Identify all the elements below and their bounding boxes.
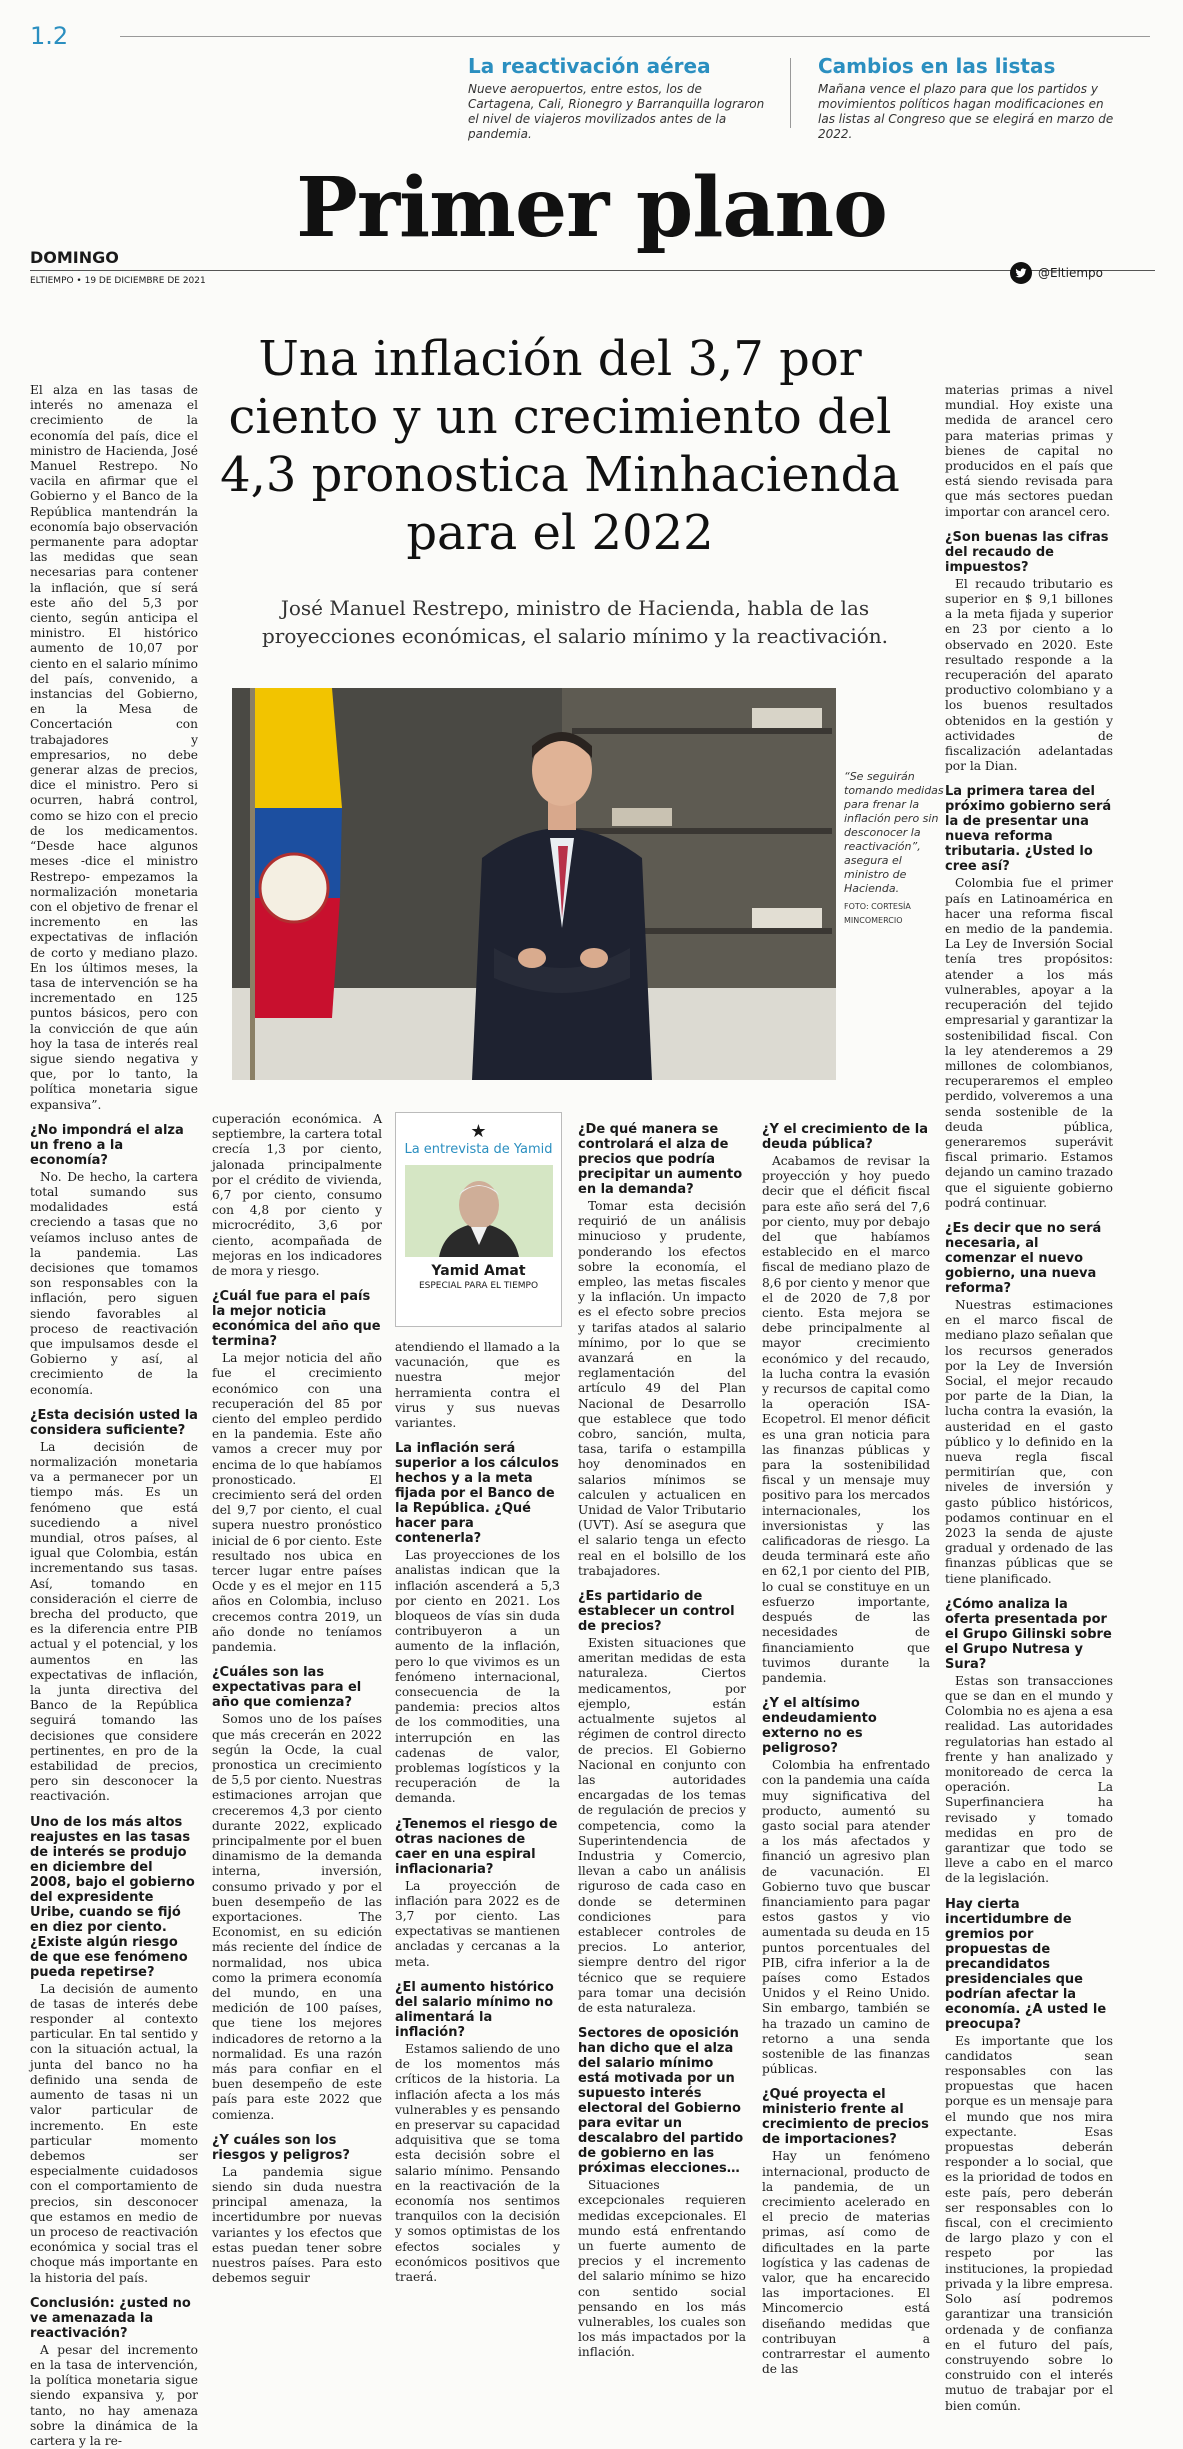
article-paragraph: El recaudo tributario es superior en $ 9,1 billones a la meta fijada y superior en 23 por ciento a lo observado en 2020. Este resultado responde a la recuperación del aparato productivo colombiano y a los buenos resultados obtenidos en la gestión y actividades de fiscalización adelantadas por la Dian. [945,576,1113,774]
interview-question: ¿Es decir que no será necesaria, al comenzar el nuevo gobierno, una nueva reforma? [945,1220,1102,1296]
photo-caption [844,770,944,928]
twitter-handle-text: @Eltiempo [1038,266,1103,280]
teaser-title: La reactivación aérea [468,54,711,78]
article-paragraph: Estas son transacciones que se dan en el mundo y Colombia no es ajena a esa realidad. Las autoridades regulatorias han estado al frente y han analizado y monitoreado de cerca la operación. La Superfinanciera ha revisado y tomado medidas en pro de garantizar que todo se lleve a cabo en el marco de la legislación. [945,1673,1113,1886]
teaser-text: Mañana vence el plazo para que los partidos y movimientos políticos hagan modificaciones en las listas al Congreso que se elegirá en marzo de 2022. [818,82,1114,141]
page-number: 1.2 [30,22,69,50]
interview-question: ¿Y cuáles son los riesgos y peligros? [212,2132,350,2163]
interview-question: ¿Cómo analiza la oferta presentada por el Grupo Gilinski sobre el Grupo Nutresa y Sura? [945,1596,1112,1672]
article-paragraph: atendiendo el llamado a la vacunación, que es nuestra mejor herramienta contra el virus y sus nuevas variantes. [395,1340,560,1431]
article-paragraph: El alza en las tasas de interés no amenaza el crecimiento de la economía del país, dice el ministro de Hacienda, José Manuel Restrepo. No vacila en afirmar que el Gobierno y el Banco de la República mantendrán la economía bajo observación permanente para adoptar las medidas que sean necesarias para contener la inflación, que sí será este año del 5,3 por ciento, según anticipa el ministro. El histórico aumento de 10,07 por ciento en el salario mínimo del país, convenido, a instancias del Gobierno, en la Mesa de Concertación con trabajadores y empresarios, no debe generar alzas de precios, dice el ministro. Pero si ocurren, habrá control, como se hizo con el precio de los medicamentos. “Desde hace algunos meses -dice el ministro Restrepo- empezamos la normalización monetaria con el objetivo de frenar el incremento en las expectativas de inflación de corto y mediano plazo. En los últimos meses, la tasa de intervención se ha incrementado en 125 puntos básicos, pero con la convicción de que aún hoy la tasa de interés real sigue siendo negativa y que, por lo tanto, la política monetaria sigue expansiva”. [30,383,198,1112]
interview-question: ¿Es partidario de establecer un control de precios? [578,1589,735,1635]
teaser-text: Nueve aeropuertos, entre estos, los de Cartagena, Cali, Rionegro y Barranquilla lograron el nivel de viajeros movilizados antes de la pandemia. [468,82,765,141]
article-paragraph: Tomar esta decisión requirió de un análisis minucioso y prudente, ponderando los efectos sobre la economía, el empleo, las metas fiscales y la inflación. Un impacto es el efecto sobre precios y tarifas atados al salario mínimo, por lo que se avanzará en la reglamentación del artículo 49 del Plan Nacional de Desarrollo que establece que todo cobro, sanción, multa, tasa, tarifa o estampilla hoy denominados en salarios mínimos se calculen y actualicen en Unidad de Valor Tributario (UVT). Así se asegura que el salario tenga un efecto real en el bolsillo de los trabajadores. [578,1199,746,1578]
article-paragraph: Las proyecciones de los analistas indican que la inflación ascenderá a 5,3 por ciento en 2021. Los bloqueos de vías sin duda contribuyeron a un aumento de la inflación, pero lo que vivimos es un fenómeno internacional, consecuencia de la pandemia: precios altos de los commodities, una interrupción en las cadenas de valor, problemas logísticos y la recuperación de la demanda. [395,1548,560,1806]
article-paragraph: Colombia fue el primer país en Latinoamérica en hacer una reforma fiscal en medio de la pandemia. La Ley de Inversión Social tenía tres propósitos: atender a los más vulnerables, apoyar a la recuperación del tejido empresarial y garantizar la sostenibilidad fiscal. Con la ley atenderemos a 29 millones de colombianos, recuperaremos el empleo perdido, volveremos a una senda sostenible de la deuda pública, generaremos superávit fiscal primario. Estamos dejando un camino trazado que el siguiente gobierno podrá continuar. [945,876,1114,1210]
article-paragraph: No. De hecho, la cartera total sumando sus modalidades está creciendo a tasas que no veíamos incluso antes de la pandemia. Las decisiones que tomamos son responsables con la inflación, pero siguen siendo favorables al proceso de reactivación que impulsamos desde el Gobierno y así, al crecimiento de la economía. [30,1169,198,1397]
article-paragraph: La decisión de aumento de tasas de interés debe responder al contexto particular. En tal sentido y con la situación actual, la junta del banco no ha definido una senda de aumento de tasas ni un valor particular de incremento. En este particular momento debemos ser especialmente cuidadosos con el comportamiento de precios, sin desconocer que estamos en medio de un proceso de reactivación económica y social tras el choque más importante en la historia del país. [30,1981,198,2285]
article-paragraph: cuperación económica. A septiembre, la cartera total crecía 1,3 por ciento, jalonada principalmente por el crédito de vivienda, 6,7 por ciento, consumo con 4,8 por ciento y microcrédito, 3,6 por ciento, acompañada de mejoras en los indicadores de mora y riesgo. [212,1112,382,1279]
teaser-title: Cambios en las listas [818,54,1056,78]
article-column-2 [212,1112,382,2286]
interview-question: ¿Qué proyecta el ministerio frente al crecimiento de precios de importaciones? [762,2087,929,2148]
top-rule [120,36,1150,37]
author-name: Yamid Amat [431,1263,526,1279]
twitter-icon [1010,262,1032,284]
article-paragraph: Es importante que los candidatos sean responsables con las propuestas que hacen porque es un mensaje para el mundo que nos mira expectante. Esas propuestas deberán responder a lo social, que es la prioridad de todos en este país, pero deberán ser responsables con lo fiscal, con el crecimiento de largo plazo y con el respeto por las instituciones, la propiedad privada y la libre empresa. Solo así podremos garantizar una transición ordenada y de confianza en el futuro del país, construyendo sobre lo construido con el interés mutuo de trabajar por el bien común. [945,2033,1113,2413]
article-column-1 [30,383,198,2449]
interview-question: La primera tarea del próximo gobierno será la de presentar una nueva reforma tributaria. ¿Usted lo cree así? [945,784,1112,875]
article-headline: Una inflación del 3,7 por ciento y un crecimiento del 4,3 pronostica Minhacienda para el 2022 [220,331,900,561]
article-paragraph: Situaciones excepcionales requieren medidas excepcionales. El mundo está enfrentando un fuerte aumento de precios y el incremento del salario mínimo se hizo con sentido social pensando en los más vulnerables, los cuales son los más impactados por la inflación. [578,2178,746,2360]
interview-question: La inflación será superior a los cálculos hechos y a la meta fijada por el Banco de la República. ¿Qué hacer para contenerla? [395,1441,559,1547]
caption-text: “Se seguirán tomando medidas para frenar la inflación pero sin desconocer la reactivación”, asegura el ministro de Hacienda. [844,770,944,895]
article-paragraph: Estamos saliendo de uno de los momentos más críticos de la historia. La inflación afecta a los más vulnerables y es pensando en preservar su capacidad adquisitiva que se toma esta decisión sobre el salario mínimo. Pensando en la reactivación de la economía nos sentimos tranquilos con la decisión y somos optimistas de los efectos sociales y económicos positivos que traerá. [395,2041,560,2284]
interview-question: Conclusión: ¿usted no ve amenazada la reactivación? [30,2295,191,2341]
article-paragraph: Nuestras estimaciones en el marco fiscal de mediano plazo señalan que los recursos generados por la Ley de Inversión Social, el mejor recaudo por parte de la Dian, la lucha contra la evasión, la austeridad en el gasto público y lo definido en la nueva regla fiscal permitirían que, con niveles de inversión y gasto público históricos, podamos continuar en el 2023 la senda de ajuste gradual y ordenado de las finanzas públicas que se tiene planificado. [945,1297,1113,1586]
section-title: Primer plano [296,160,887,256]
teaser-reactivacion[interactable] [468,54,768,142]
article-column-5 [762,1112,930,2377]
interview-question: ¿Tenemos el riesgo de otras naciones de caer en una espiral inflacionaria? [395,1816,558,1877]
minister-photo [232,688,836,1080]
interview-question: Uno de los más altos reajustes en las tasas de interés se produjo en diciembre del 2008, bajo el gobierno del expresidente Uribe, cuando se fijó en diez por ciento. ¿Existe algún riesgo de que ese fenómeno pueda repetirse? [30,1814,195,1980]
article-paragraph: La proyección de inflación para 2022 es de 3,7 por ciento. Las expectativas se mantienen ancladas y cercanas a la meta. [395,1878,560,1969]
article-column-6 [945,383,1113,2414]
byline-box [395,1112,562,1327]
article-paragraph: La pandemia sigue siendo sin duda nuestra principal amenaza, la incertidumbre por nuevas variantes y los efectos que estas puedan tener sobre nuestros países. Para esto debemos seguir [212,2164,382,2286]
article-paragraph: Existen situaciones que ameritan medidas de esta naturaleza. Ciertos medicamentos, por ejemplo, están actualmente sujetos al régimen de control directo de precios. El Gobierno Nacional en conjunto con las autoridades encargadas de los temas de regulación de precios y competencia, como la Superintendencia de Industria y Comercio, llevan a cabo un análisis riguroso de cada caso en donde se determinen condiciones para establecer controles de precios. Lo anterior, siempre dentro del rigor técnico que se requiere para tomar una decisión de esta naturaleza. [578,1636,746,2015]
article-column-3 [395,1340,560,2285]
article-subhead: José Manuel Restrepo, ministro de Hacienda, habla de las proyecciones económicas, el salario mínimo y la reactivación. [261,596,889,648]
interview-question: Sectores de oposición han dicho que el alza del salario mínimo está motivada por un supuesto interés electoral del Gobierno para evitar un descalabro del partido de gobierno en las próximas elecciones… [578,2026,744,2177]
photo-credit: FOTO: CORTESÍA MINCOMERCIO [844,902,911,925]
interview-question: ¿Esta decisión usted la considera suficiente? [30,1407,198,1438]
article-paragraph: La mejor noticia del año fue el crecimiento económico con una recuperación del 85 por ciento del empleo perdido en la pandemia. Este año vamos a crecer muy por encima de lo que habíamos pronosticado. El crecimiento será del orden del 9,7 por ciento, el cual supera nuestro pronóstico inicial de 6 por ciento. Este resultado nos ubica en tercer lugar entre países Ocde y es el mejor en 115 años en Colombia, incluso crecemos contra 2019, un año donde no teníamos pandemia. [212,1351,382,1655]
article-paragraph: A pesar del incremento en la tasa de intervención, la política monetaria sigue siendo expansiva y, por tanto, no hay amenaza sobre la dinámica de la cartera y la re- [30,2342,198,2448]
interview-question: Hay cierta incertidumbre de gremios por propuestas de precandidatos presidenciales que podrían afectar la economía. ¿A usted le preocupa? [945,1896,1107,2032]
dateline: ELTIEMPO • 19 DE DICIEMBRE DE 2021 [30,276,206,286]
interview-question: ¿De qué manera se controlará el alza de precios que podría precipitar un aumento en la demanda? [578,1122,743,1197]
author-role: ESPECIAL PARA EL TIEMPO [418,1281,539,1291]
author-portrait [405,1165,553,1257]
article-paragraph: Hay un fenómeno internacional, producto de la pandemia, de un crecimiento acelerado en el precio de materias primas, así como de dificultades en la parte logística y las cadenas de valor, que ha encarecido las importaciones. El Mincomercio está diseñando medidas que contribuyan a contrarrestar el aumento de las [762,2149,930,2377]
interview-question: ¿Cuál fue para el país la mejor noticia económica del año que termina? [212,1289,381,1350]
article-paragraph: Colombia ha enfrentado con la pandemia una caída muy significativa del producto, aumentó su gasto social para atender a los más afectados y financió un agresivo plan de vacunación. El Gobierno tuvo que buscar financiamiento para pagar estos gastos y vio aumentada su deuda en 15 puntos porcentuales del PIB, cifra inferior a la de países como Estados Unidos y el Reino Unido. Sin embargo, también se ha trazado un camino de retorno a una senda sostenible de las finanzas públicas. [762,1758,930,2077]
interview-question: ¿Y el altísimo endeudamiento externo no es peligroso? [762,1696,877,1757]
article-paragraph: Acabamos de revisar la proyección y hoy puedo decir que el déficit fiscal para este año será del 7,6 por ciento, muy por debajo del que habíamos establecido en el marco fiscal de mediano plazo de 8,6 por ciento y menor que el de 2020 de 7,8 por ciento. Esta mejora se debe principalmente al mayor crecimiento económico y del recaudo, la lucha contra la evasión y recursos de capital como la operación ISA-Ecopetrol. El menor déficit es una gran noticia para las finanzas públicas y para la sostenibilidad fiscal y un mensaje muy positivo para los mercados internacionales, los inversionistas y las calificadoras de riesgo. La deuda terminará este año en 62,1 por ciento del PIB, lo cual se constituye en un esfuerzo importante, después de las necesidades de financiamiento que tuvimos durante la pandemia. [762,1154,930,1685]
article-column-4 [578,1112,746,2361]
article-paragraph: La decisión de normalización monetaria va a permanecer por un tiempo más. Es un fenómeno que está sucediendo a nivel mundial, otros países, al igual que Colombia, están incrementando sus tasas. Así, tomando en consideración el cierre de brecha del producto, que es la diferencia entre PIB actual y el potencial, y los aumentos en las expectativas de inflación, la junta directiva del Banco de la República seguirá tomando las decisiones que considere pertinentes, en pro de la estabilidad de precios, pero sin desconocer la reactivación. [30,1439,198,1804]
masthead-rule [30,270,1155,271]
article-paragraph: materias primas a nivel mundial. Hoy existe una medida de arancel cero para materias primas y bienes de capital no producidos en el país que está siendo revisada para que más sectores puedan importar con arancel cero. [945,383,1113,519]
photo-illustration [232,688,836,1080]
star-icon: ★ [470,1121,487,1142]
interview-question: ¿Y el crecimiento de la deuda pública? [762,1122,928,1152]
teaser-divider [790,58,791,128]
interview-question: ¿Cuáles son las expectativas para el año que comienza? [212,1665,362,1711]
byline-label: La entrevista de Yamid [404,1142,553,1157]
day-label: DOMINGO [30,248,119,267]
article-paragraph: Somos uno de los países que más crecerán en 2022 según la Ocde, la cual pronostica un crecimiento de 5,5 por ciento. Nuestras estimaciones arrojan que creceremos 4,3 por ciento durante 2022, explicado principalmente por el buen dinamismo de la demanda interna, inversión, consumo privado y por el buen desempeño de las exportaciones. The Economist, en su edición más reciente del índice de normalidad, nos ubica como la primera economía del mundo, en una medición de 100 países, que tiene los mejores indicadores de retorno a la normalidad. Es una razón más para confiar en el buen desempeño de este país para este 2022 que comienza. [212,1712,382,2122]
teaser-listas[interactable] [818,54,1118,142]
interview-question: ¿Son buenas las cifras del recaudo de impuestos? [945,529,1109,575]
twitter-handle[interactable] [1010,262,1103,284]
interview-question: ¿El aumento histórico del salario mínimo no alimentará la inflación? [395,1979,554,2040]
interview-question: ¿No impondrá el alza un freno a la economía? [30,1122,184,1168]
